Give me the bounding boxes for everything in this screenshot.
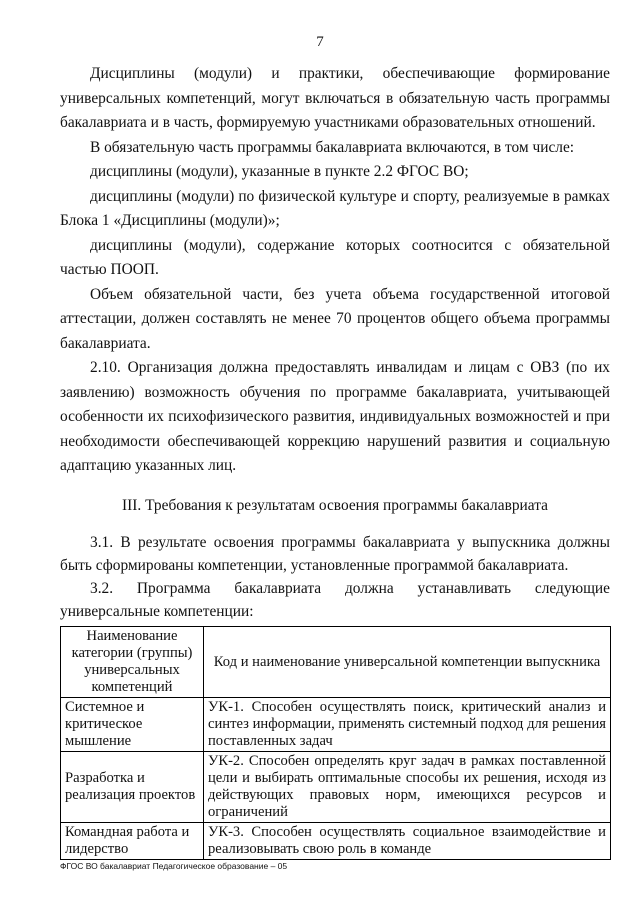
competencies-table	[60, 626, 611, 860]
paragraph: Дисциплины (модули) и практики, обеспечивающие формирование универсальных компетенций, могут включаться в обязательную часть программы бакалавриата и в часть, формируемую участниками образовательных отношений.	[60, 65, 610, 131]
paragraph: В обязательную часть программы бакалавриата включаются, в том числе:	[90, 138, 575, 156]
body-text-2	[60, 531, 610, 623]
cell-competence: УК-2. Способен определять круг задач в рамках поставленной цели и выбирать оптимальные способы их решения, исходя из действующих правовых норм, имеющихся ресурсов и ограничений	[204, 752, 611, 823]
cell-category: Разработка и реализация проектов	[61, 752, 204, 823]
cell-category: Системное и критическое мышление	[61, 698, 204, 752]
table-row	[61, 823, 611, 860]
body-text	[60, 62, 610, 479]
cell-category: Командная работа и лидерство	[61, 823, 204, 860]
cell-competence: УК-3. Способен осуществлять социальное взаимодействие и реализовывать свою роль в команде	[204, 823, 611, 860]
table-header-row	[61, 627, 611, 698]
paragraph: дисциплины (модули), содержание которых соотносится с обязательной частью ПООП.	[60, 236, 610, 278]
header-competence: Код и наименование универсальной компетенции выпускника	[204, 627, 611, 698]
paragraph: Объем обязательной части, без учета объема государственной итоговой аттестации, должен составлять не менее 70 процентов общего объема программы бакалавриата.	[60, 285, 610, 352]
footer: ФГОС ВО бакалавриат Педагогическое образование – 05	[60, 861, 288, 871]
table-row	[61, 752, 611, 823]
header-category: Наименование категории (группы) универсальных компетенций	[61, 627, 204, 698]
cell-competence: УК-1. Способен осуществлять поиск, критический анализ и синтез информации, применять системный подход для решения поставленных задач	[204, 698, 611, 752]
paragraph: 3.2. Программа бакалавриата должна устанавливать следующие универсальные компетенции:	[60, 580, 610, 620]
page-number: 7	[316, 34, 324, 50]
section-title: III. Требования к результатам освоения программы бакалавриата	[122, 497, 548, 514]
table-row	[61, 698, 611, 752]
paragraph: 2.10. Организация должна предоставлять инвалидам и лицам с ОВЗ (по их заявлению) возможность обучения по программе бакалавриата, учитывающей особенности их психофизического развития, индивидуальных возможностей и при необходимости обеспечивающей коррекцию нарушений развития и социальную адаптацию указанных лиц.	[60, 359, 610, 474]
paragraph: дисциплины (модули), указанные в пункте 2.2 ФГОС ВО;	[90, 163, 469, 180]
paragraph: дисциплины (модули) по физической культуре и спорту, реализуемые в рамках Блока 1 «Дисциплины (модули)»;	[60, 187, 610, 229]
paragraph: 3.1. В результате освоения программы бакалавриата у выпускника должны быть сформированы компетенции, установленные программой бакалавриата.	[60, 534, 610, 574]
